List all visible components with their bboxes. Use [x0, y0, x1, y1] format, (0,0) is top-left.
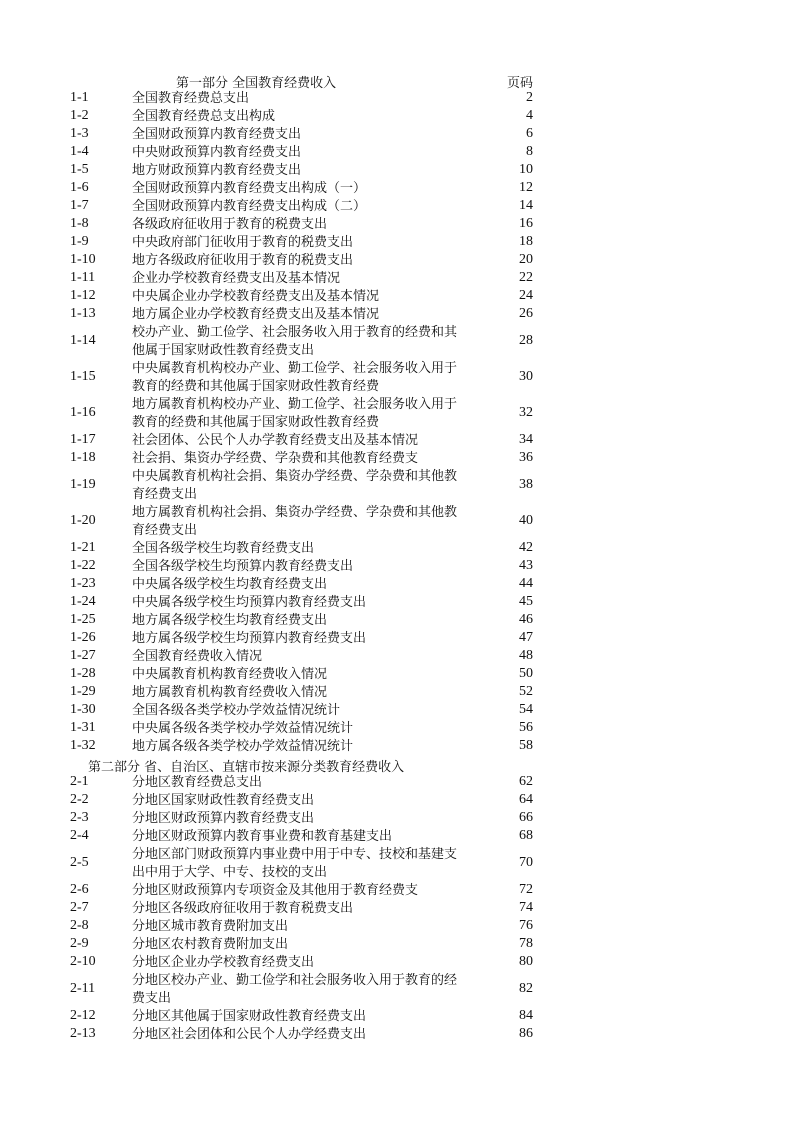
page-number: 74 [519, 900, 533, 915]
toc-row[interactable] [0, 558, 794, 576]
page-number: 8 [526, 144, 533, 159]
table-title: 地方属教育机构校办产业、勤工俭学、社会服务收入用于教育的经费和其他属于国家财政性教育经费 [132, 397, 458, 430]
toc-row[interactable] [0, 432, 794, 450]
table-number: 1-22 [70, 558, 96, 573]
toc-row[interactable] [0, 666, 794, 684]
table-title: 地方属各级各类学校办学效益情况统计 [132, 739, 354, 754]
table-number: 1-26 [70, 630, 96, 645]
table-title: 中央政府部门征收用于教育的税费支出 [132, 235, 354, 250]
page-number: 44 [519, 576, 533, 591]
toc-row[interactable] [0, 594, 794, 612]
toc-row[interactable] [0, 396, 794, 432]
page-number: 82 [519, 981, 533, 996]
page-number: 36 [519, 450, 533, 465]
table-number: 2-6 [70, 882, 89, 897]
table-number: 1-9 [70, 234, 89, 249]
page-number: 2 [526, 90, 533, 105]
page-number: 52 [519, 684, 533, 699]
page-number: 26 [519, 306, 533, 321]
table-title: 分地区教育经费总支出 [132, 775, 263, 790]
table-title: 全国财政预算内教育经费支出构成（二） [132, 199, 367, 214]
toc-row[interactable] [0, 684, 794, 702]
table-number: 1-5 [70, 162, 89, 177]
page-number: 50 [519, 666, 533, 681]
table-title: 全国各级学校生均预算内教育经费支出 [132, 559, 354, 574]
table-title: 地方属教育机构社会捐、集资办学经费、学杂费和其他教育经费支出 [132, 505, 458, 538]
table-title: 分地区城市教育费附加支出 [132, 919, 289, 934]
table-number: 1-24 [70, 594, 96, 609]
section-header [0, 72, 794, 90]
toc-row[interactable] [0, 306, 794, 324]
toc-row[interactable] [0, 180, 794, 198]
page-number: 18 [519, 234, 533, 249]
table-title: 地方各级政府征收用于教育的税费支出 [132, 253, 354, 268]
table-number: 2-2 [70, 792, 89, 807]
table-title: 分地区农村教育费附加支出 [132, 937, 289, 952]
toc-row[interactable] [0, 144, 794, 162]
page-number: 68 [519, 828, 533, 843]
page-number: 40 [519, 513, 533, 528]
page-number: 66 [519, 810, 533, 825]
table-number: 2-3 [70, 810, 89, 825]
toc-row[interactable] [0, 1008, 794, 1026]
table-number: 1-13 [70, 306, 96, 321]
page-number: 38 [519, 477, 533, 492]
toc-row[interactable] [0, 936, 794, 954]
page-number: 46 [519, 612, 533, 627]
toc-row[interactable] [0, 234, 794, 252]
table-title: 全国教育经费总支出 [132, 91, 250, 106]
page-number: 78 [519, 936, 533, 951]
page-number: 45 [519, 594, 533, 609]
table-number: 1-25 [70, 612, 96, 627]
table-number: 1-12 [70, 288, 96, 303]
table-of-contents [0, 72, 794, 1044]
table-number: 2-10 [70, 954, 96, 969]
toc-row[interactable] [0, 882, 794, 900]
table-title: 中央属教育机构校办产业、勤工俭学、社会服务收入用于教育的经费和其他属于国家财政性教育经费 [132, 361, 458, 394]
table-title: 全国各级学校生均教育经费支出 [132, 541, 315, 556]
table-number: 1-18 [70, 450, 96, 465]
page-number: 86 [519, 1026, 533, 1041]
table-title: 企业办学校教育经费支出及基本情况 [132, 271, 341, 286]
table-number: 2-4 [70, 828, 89, 843]
section-title: 第二部分 省、自治区、直辖市按来源分类教育经费收入 [88, 760, 405, 775]
toc-row[interactable] [0, 720, 794, 738]
table-title: 分地区其他属于国家财政性教育经费支出 [132, 1009, 367, 1024]
toc-row[interactable] [0, 270, 794, 288]
toc-row[interactable] [0, 702, 794, 720]
table-title: 分地区校办产业、勤工俭学和社会服务收入用于教育的经费支出 [132, 973, 458, 1006]
page-number: 48 [519, 648, 533, 663]
page-number: 64 [519, 792, 533, 807]
table-title: 全国教育经费总支出构成 [132, 109, 276, 124]
table-number: 1-7 [70, 198, 89, 213]
toc-row[interactable] [0, 774, 794, 792]
section-header [0, 756, 794, 774]
page-number: 24 [519, 288, 533, 303]
table-title: 分地区部门财政预算内事业费中用于中专、技校和基建支出中用于大学、中专、技校的支出 [132, 847, 458, 880]
page-number: 10 [519, 162, 533, 177]
page-number: 12 [519, 180, 533, 195]
table-title: 校办产业、勤工俭学、社会服务收入用于教育的经费和其他属于国家财政性教育经费支出 [132, 325, 458, 358]
toc-row[interactable] [0, 288, 794, 306]
page-number: 76 [519, 918, 533, 933]
page-number: 34 [519, 432, 533, 447]
table-title: 全国教育经费收入情况 [132, 649, 263, 664]
toc-row[interactable] [0, 810, 794, 828]
table-number: 2-13 [70, 1026, 96, 1041]
toc-row[interactable] [0, 738, 794, 756]
table-number: 1-20 [70, 513, 96, 528]
toc-row[interactable] [0, 576, 794, 594]
page-number: 62 [519, 774, 533, 789]
table-title: 社会捐、集资办学经费、学杂费和其他教育经费支 [132, 451, 419, 466]
toc-row[interactable] [0, 612, 794, 630]
page-number: 20 [519, 252, 533, 267]
toc-row[interactable] [0, 162, 794, 180]
page-number: 30 [519, 369, 533, 384]
table-number: 1-31 [70, 720, 96, 735]
toc-row[interactable] [0, 972, 794, 1008]
table-number: 1-4 [70, 144, 89, 159]
toc-row[interactable] [0, 450, 794, 468]
table-number: 1-28 [70, 666, 96, 681]
table-title: 分地区财政预算内专项资金及其他用于教育经费支 [132, 883, 419, 898]
table-number: 1-3 [70, 126, 89, 141]
table-number: 1-2 [70, 108, 89, 123]
page-number: 14 [519, 198, 533, 213]
table-title: 分地区财政预算内教育事业费和教育基建支出 [132, 829, 393, 844]
table-number: 2-9 [70, 936, 89, 951]
table-title: 中央属各级学校生均预算内教育经费支出 [132, 595, 367, 610]
table-number: 1-11 [70, 270, 96, 285]
table-number: 1-19 [70, 477, 96, 492]
toc-row[interactable] [0, 252, 794, 270]
page-number: 28 [519, 333, 533, 348]
page-number: 4 [526, 108, 533, 123]
page-number: 72 [519, 882, 533, 897]
page-number: 22 [519, 270, 533, 285]
table-number: 2-8 [70, 918, 89, 933]
table-title: 中央属教育机构教育经费收入情况 [132, 667, 328, 682]
table-title: 地方属企业办学校教育经费支出及基本情况 [132, 307, 380, 322]
table-title: 中央财政预算内教育经费支出 [132, 145, 302, 160]
table-number: 1-6 [70, 180, 89, 195]
table-title: 地方属各级学校生均教育经费支出 [132, 613, 328, 628]
table-title: 地方属各级学校生均预算内教育经费支出 [132, 631, 367, 646]
table-number: 1-27 [70, 648, 96, 663]
page-number: 56 [519, 720, 533, 735]
table-number: 2-1 [70, 774, 89, 789]
page-number: 58 [519, 738, 533, 753]
toc-row[interactable] [0, 648, 794, 666]
table-number: 1-32 [70, 738, 96, 753]
table-number: 1-30 [70, 702, 96, 717]
table-number: 2-12 [70, 1008, 96, 1023]
table-number: 1-23 [70, 576, 96, 591]
toc-row[interactable] [0, 846, 794, 882]
toc-row[interactable] [0, 540, 794, 558]
page-number: 70 [519, 855, 533, 870]
table-number: 1-16 [70, 405, 96, 420]
page-number: 47 [519, 630, 533, 645]
table-title: 中央属各级各类学校办学效益情况统计 [132, 721, 354, 736]
toc-row[interactable] [0, 126, 794, 144]
table-title: 中央属各级学校生均教育经费支出 [132, 577, 328, 592]
toc-row[interactable] [0, 792, 794, 810]
toc-row[interactable] [0, 90, 794, 108]
table-number: 1-29 [70, 684, 96, 699]
table-title: 各级政府征收用于教育的税费支出 [132, 217, 328, 232]
table-number: 1-8 [70, 216, 89, 231]
toc-row[interactable] [0, 828, 794, 846]
table-title: 分地区各级政府征收用于教育税费支出 [132, 901, 354, 916]
table-number: 1-17 [70, 432, 96, 447]
page-column-label: 页码 [506, 76, 533, 91]
toc-row[interactable] [0, 324, 794, 360]
toc-row[interactable] [0, 504, 794, 540]
page-number: 54 [519, 702, 533, 717]
toc-row[interactable] [0, 468, 794, 504]
table-title: 地方财政预算内教育经费支出 [132, 163, 302, 178]
table-title: 分地区国家财政性教育经费支出 [132, 793, 315, 808]
section-title: 第一部分 全国教育经费收入 [176, 76, 337, 91]
page-number: 16 [519, 216, 533, 231]
table-title: 分地区社会团体和公民个人办学经费支出 [132, 1027, 367, 1042]
table-title: 分地区财政预算内教育经费支出 [132, 811, 315, 826]
table-title: 社会团体、公民个人办学教育经费支出及基本情况 [132, 433, 419, 448]
page-number: 80 [519, 954, 533, 969]
toc-row[interactable] [0, 630, 794, 648]
table-title: 全国财政预算内教育经费支出 [132, 127, 302, 142]
toc-row[interactable] [0, 360, 794, 396]
page-number: 32 [519, 405, 533, 420]
table-title: 地方属教育机构教育经费收入情况 [132, 685, 328, 700]
table-number: 1-21 [70, 540, 96, 555]
table-number: 2-7 [70, 900, 89, 915]
table-number: 1-15 [70, 369, 96, 384]
table-title: 分地区企业办学校教育经费支出 [132, 955, 315, 970]
toc-row[interactable] [0, 954, 794, 972]
toc-row[interactable] [0, 900, 794, 918]
toc-row[interactable] [0, 198, 794, 216]
table-title: 全国各级各类学校办学效益情况统计 [132, 703, 341, 718]
toc-row[interactable] [0, 1026, 794, 1044]
page-number: 43 [519, 558, 533, 573]
table-number: 1-1 [70, 90, 89, 105]
page-number: 84 [519, 1008, 533, 1023]
table-number: 2-11 [70, 981, 96, 996]
toc-row[interactable] [0, 918, 794, 936]
table-number: 2-5 [70, 855, 89, 870]
toc-row[interactable] [0, 108, 794, 126]
table-title: 全国财政预算内教育经费支出构成（一） [132, 181, 367, 196]
table-number: 1-10 [70, 252, 96, 267]
toc-row[interactable] [0, 216, 794, 234]
table-title: 中央属教育机构社会捐、集资办学经费、学杂费和其他教育经费支出 [132, 469, 458, 502]
page-number: 42 [519, 540, 533, 555]
page-number: 6 [526, 126, 533, 141]
table-number: 1-14 [70, 333, 96, 348]
table-title: 中央属企业办学校教育经费支出及基本情况 [132, 289, 380, 304]
